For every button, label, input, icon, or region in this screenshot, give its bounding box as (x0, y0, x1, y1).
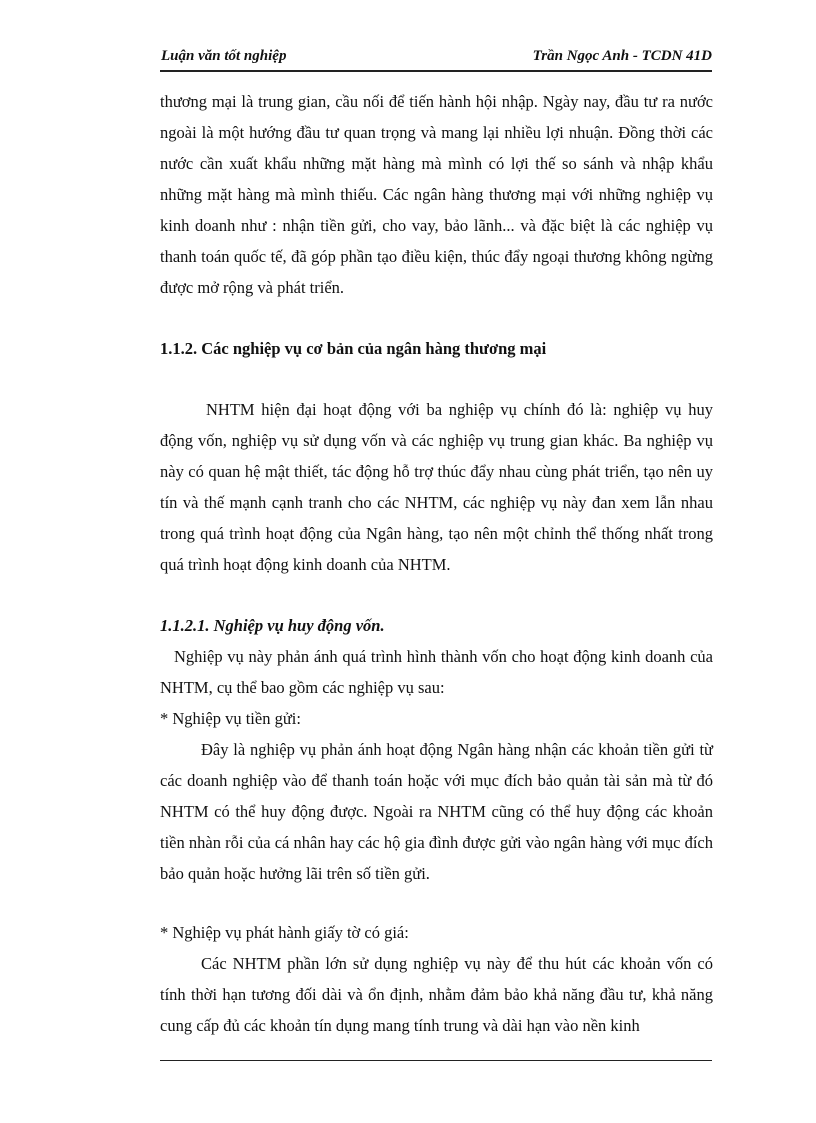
paragraph-deposits: Đây là nghiệp vụ phản ánh hoạt động Ngân hàng nhận các khoản tiền gửi từ các doanh nghiệp vào để thanh toán hoặc với mục đích bảo quản tài sản mà từ đó NHTM có thể huy động được. Ngoài ra NHTM cũng có thể huy động các khoản tiền nhàn rỗi của cá nhân hay các hộ gia đình được gửi vào ngân hàng với mục đích bảo quản hoặc hưởng lãi trên số tiền gửi. (160, 740, 713, 883)
paragraph-valuable-papers: Các NHTM phần lớn sử dụng nghiệp vụ này để thu hút các khoản vốn có tính thời hạn tương đối dài và ổn định, nhằm đảm bảo khả năng đầu tư, khả năng cung cấp đủ các khoản tín dụng mang tính trung và dài hạn vào nền kinh (160, 954, 713, 1035)
paragraph-trade-intro: thương mại là trung gian, cầu nối để tiến hành hội nhập. Ngày nay, đầu tư ra nước ngoài là một hướng đầu tư quan trọng và mang lại nhiều lợi nhuận. Đồng thời các nước cần xuất khẩu những mặt hàng mà mình có lợi thế so sánh và nhập khẩu những mặt hàng mà mình thiếu. Các ngân hàng thương mại với những nghiệp vụ kinh doanh như : nhận tiền gửi, cho vay, bảo lãnh... và đặc biệt là các nghiệp vụ thanh toán quốc tế, đã góp phần tạo điều kiện, thúc đẩy ngoại thương không ngừng được mở rộng và phát triển. (160, 92, 713, 297)
footer-divider (160, 1060, 712, 1061)
section-heading-1-1-2-1: 1.1.2.1. Nghiệp vụ huy động vốn. (160, 616, 385, 635)
document-body (160, 86, 713, 1041)
paragraph-three-operations: NHTM hiện đại hoạt động với ba nghiệp vụ chính đó là: nghiệp vụ huy động vốn, nghiệp vụ sử dụng vốn và các nghiệp vụ trung gian khác. Ba nghiệp vụ này có quan hệ mật thiết, tác động hỗ trợ thúc đẩy nhau cùng phát triển, tạo nên uy tín và thế mạnh cạnh tranh cho các NHTM, các nghiệp vụ này đan xem lẫn nhau trong quá trình hoạt động của Ngân hàng, tạo nên một chỉnh thể thống nhất trong quá trình hoạt động kinh doanh của NHTM. (160, 400, 713, 574)
section-heading-1-1-2: 1.1.2. Các nghiệp vụ cơ bản của ngân hàng thương mại (160, 339, 547, 358)
page-header (160, 46, 712, 72)
paragraph-capital-mobilization: Nghiệp vụ này phản ánh quá trình hình thành vốn cho hoạt động kinh doanh của NHTM, cụ thể bao gồm các nghiệp vụ sau: (160, 647, 713, 697)
header-author: Trần Ngọc Anh - TCDN 41D (532, 48, 712, 64)
subheading-deposits: * Nghiệp vụ tiền gửi: (160, 709, 301, 728)
subheading-valuable-papers: * Nghiệp vụ phát hành giấy tờ có giá: (160, 923, 409, 942)
header-thesis-label: Luận văn tốt nghiệp (161, 48, 287, 64)
